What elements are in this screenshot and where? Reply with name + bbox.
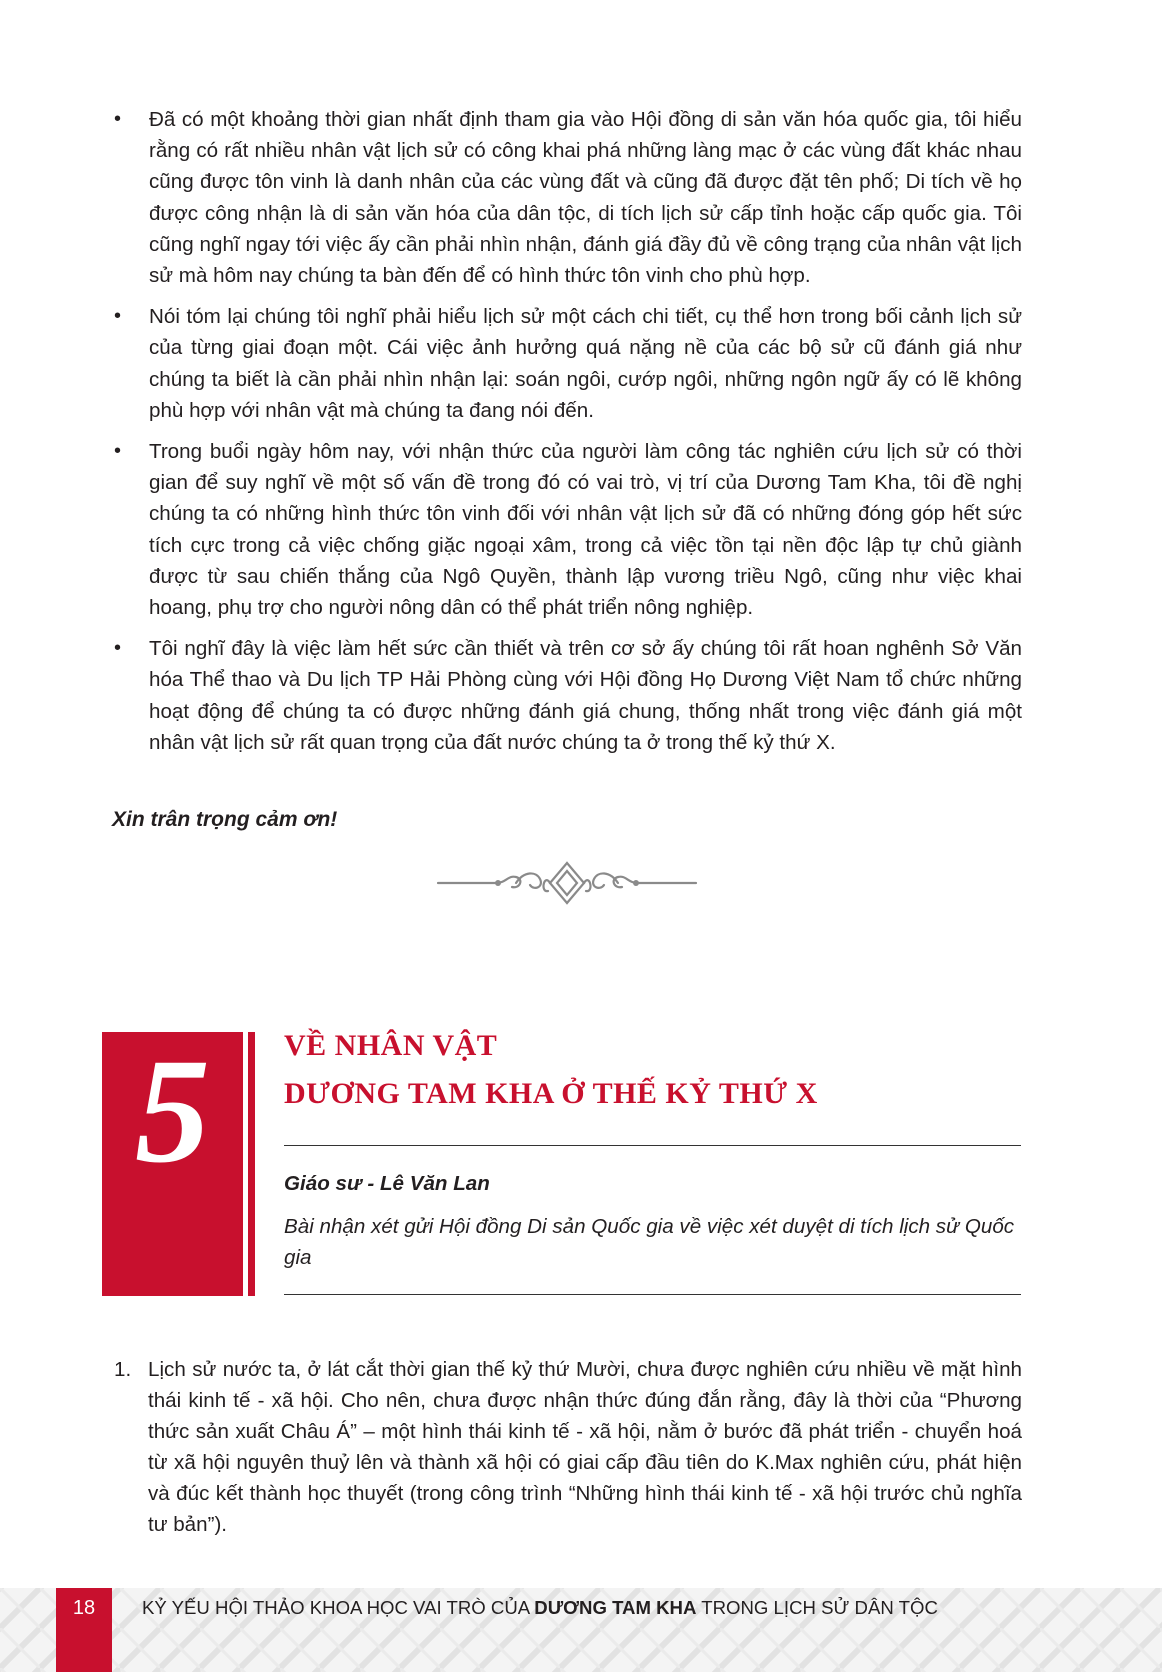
running-head-bold: DƯƠNG TAM KHA xyxy=(534,1597,697,1618)
bullet-text: Nói tóm lại chúng tôi nghĩ phải hiểu lịch sử một cách chi tiết, cụ thể hơn trong bối cảnh lịch sử của từng giai đoạn một. Cái việc ảnh hưởng quá nặng nề của các bộ sử cũ đánh giá như chúng ta biết là cần phải nhìn nhận lại: soán ngôi, cướp ngôi, những ngôn ngữ ấy có lẽ không phù hợp với nhân vật mà chúng ta đang nói đến. xyxy=(149,305,1022,422)
item-text: Lịch sử nước ta, ở lát cắt thời gian thế kỷ thứ Mười, chưa được nghiên cứu nhiều về mặt hình thái kinh tế - xã hội. Cho nên, chưa được nhận thức đúng đắn rằng, đây là thời của “Phương thức sản xuất Châu Á” – một hình thái kinh tế - xã hội, nằm ở bước đã phát triển - chuyển hoá từ xã hội nguyên thuỷ lên và thành xã hội có giai cấp đầu tiên do K.Max nghiên cứu, phát hiện và đúc kết thành học thuyết (trong công trình “Những hình thái kinh tế - xã hội trước chủ nghĩa tư bản”). xyxy=(148,1358,1022,1536)
running-head xyxy=(142,1594,938,1622)
bullet-item xyxy=(112,104,1022,291)
numbered-list xyxy=(112,1354,1022,1540)
item-number: 1. xyxy=(114,1358,132,1381)
divider xyxy=(284,1294,1021,1295)
closing-remark: Xin trân trọng cảm ơn! xyxy=(112,808,338,831)
bullet-icon: • xyxy=(114,108,122,130)
bullet-icon: • xyxy=(114,440,122,463)
bullet-item xyxy=(112,301,1022,426)
bullet-icon: • xyxy=(114,305,122,328)
bullet-icon: • xyxy=(114,637,122,660)
ornament-divider-icon xyxy=(436,857,698,909)
running-head-pre: KỶ YẾU HỘI THẢO KHOA HỌC VAI TRÒ CỦA xyxy=(142,1597,535,1618)
bullet-text: Đã có một khoảng thời gian nhất định tham gia vào Hội đồng di sản văn hóa quốc gia, tôi hiểu rằng có rất nhiều nhân vật lịch sử có công khai phá những làng mạc ở các vùng đất khác nhau cũng được tôn vinh là danh nhân của các vùng đất và cũng đã được đặt tên phố; Di tích về họ được công nhận là di sản văn hóa của dân tộc, di tích lịch sử cấp tỉnh hoặc cấp quốc gia. Tôi cũng nghĩ ngay tới việc ấy cần phải nhìn nhận, đánh giá đầy đủ về công trạng của nhân vật lịch sử mà hôm nay chúng ta bàn đến để có hình thức tôn vinh cho phù hợp. xyxy=(149,108,1022,288)
bullet-text: Trong buổi ngày hôm nay, với nhận thức của người làm công tác nghiên cứu lịch sử có thời gian để suy nghĩ về một số vấn đề trong đó có vai trò, vị trí của Dương Tam Kha, tôi đề nghị chúng ta có những hình thức tôn vinh đối với nhân vật lịch sử đã có những đóng góp hết sức tích cực trong cả việc chống giặc ngoại xâm, trong cả việc tồn tại nền độc lập tự chủ giành được từ sau chiến thắng của Ngô Quyền, thành lập vương triều Ngô, cũng như việc khai hoang, phụ trợ cho người nông dân có thể phát triển nông nghiệp. xyxy=(149,440,1022,620)
running-head-post: TRONG LỊCH SỬ DÂN TỘC xyxy=(696,1597,938,1618)
chapter-title-line: VỀ NHÂN VẬT xyxy=(284,1029,498,1062)
page-footer xyxy=(0,1588,1162,1672)
chapter-number: 5 xyxy=(135,1028,210,1194)
author: Giáo sư - Lê Văn Lan xyxy=(284,1172,490,1195)
bullet-item xyxy=(112,436,1022,623)
bullet-list xyxy=(112,104,1022,768)
chapter-title-line: DƯƠNG TAM KHA Ở THẾ KỶ THỨ X xyxy=(284,1077,818,1110)
chapter-accent-bar xyxy=(248,1032,255,1296)
numbered-item xyxy=(112,1354,1022,1540)
page-number: 18 xyxy=(72,1597,96,1619)
chapter-title xyxy=(284,1022,1024,1118)
bullet-text: Tôi nghĩ đây là việc làm hết sức cần thiết và trên cơ sở ấy chúng tôi rất hoan nghênh Sở Văn hóa Thể thao và Du lịch TP Hải Phòng cùng với Hội đồng Họ Dương Việt Nam tổ chức những hoạt động để chúng ta có được những đánh giá chung, thống nhất trong việc đánh giá một nhân vật lịch sử rất quan trọng của đất nước chúng ta ở trong thế kỷ thứ X. xyxy=(149,637,1022,754)
bullet-item xyxy=(112,633,1022,758)
chapter-number-block xyxy=(102,1028,243,1296)
chapter-subtitle: Bài nhận xét gửi Hội đồng Di sản Quốc gia về việc xét duyệt di tích lịch sử Quốc gia xyxy=(284,1215,1015,1269)
divider xyxy=(284,1145,1021,1146)
